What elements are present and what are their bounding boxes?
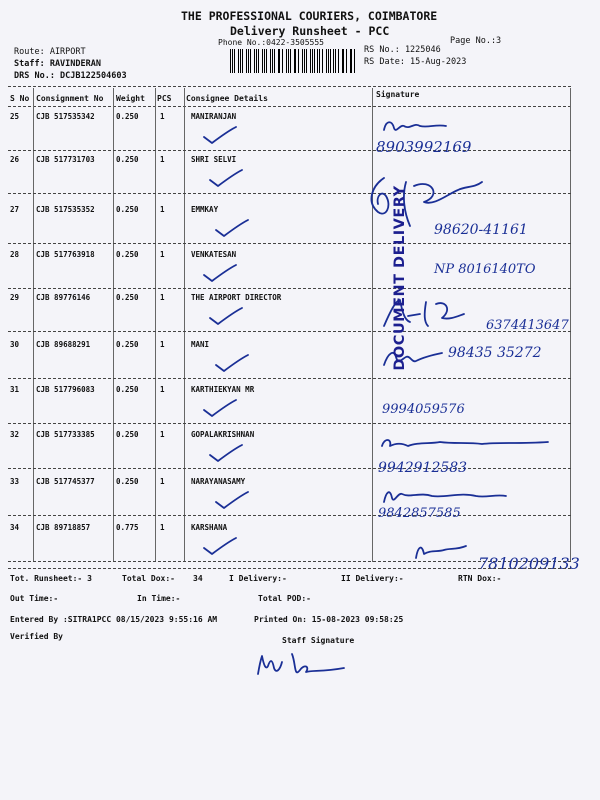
column-header-consignment: Consignment No	[36, 94, 104, 103]
barcode-bar	[282, 49, 283, 73]
row-consignment-no: CJB 517733385	[36, 430, 95, 439]
column-divider	[184, 88, 185, 562]
delivery-tick-mark	[200, 536, 240, 558]
row-consignee: KARTHIEKYAN MR	[191, 385, 255, 394]
handwritten-signature: 9942912583	[378, 460, 468, 476]
barcode-bar	[230, 49, 231, 73]
column-header-consignee: Consignee Details	[186, 94, 268, 103]
column-header-weight: Weight	[116, 94, 145, 103]
delivery-tick-mark	[212, 218, 252, 240]
barcode-bar	[319, 49, 320, 73]
row-pcs: 1	[160, 430, 165, 439]
document-delivery-stamp: DOCUMENT DELIVERY	[392, 185, 408, 371]
delivery-tick-mark	[200, 263, 240, 285]
row-sno: 27	[10, 205, 20, 214]
row-weight: 0.250	[116, 112, 139, 121]
row-pcs: 1	[160, 477, 165, 486]
delivery-tick-mark	[212, 353, 252, 375]
row-consignee: NARAYANASAMY	[191, 477, 246, 486]
company-title: THE PROFESSIONAL COURIERS, COIMBATORE	[181, 9, 438, 23]
delivery-tick-mark	[206, 306, 246, 328]
column-divider	[113, 88, 114, 562]
row-weight: 0.250	[116, 155, 139, 164]
row-sno: 25	[10, 112, 20, 121]
row-pcs: 1	[160, 112, 165, 121]
table-header-rule	[8, 106, 571, 107]
row-consignee: EMMKAY	[191, 205, 219, 214]
delivery-tick-mark	[206, 168, 246, 190]
row-separator	[8, 243, 571, 244]
row-pcs: 1	[160, 385, 165, 394]
barcode-bar	[343, 49, 344, 73]
row-consignee: KARSHANA	[191, 523, 228, 532]
column-divider	[33, 88, 34, 562]
barcode-bar	[310, 49, 311, 73]
row-sno: 31	[10, 385, 20, 394]
row-consignee: SHRI SELVI	[191, 155, 237, 164]
handwritten-signature: 6374413647	[486, 318, 569, 333]
barcode-bar	[254, 49, 255, 73]
barcode-bar	[333, 49, 334, 73]
tot-runsheet: Tot. Runsheet:- 3	[10, 574, 92, 583]
row-weight: 0.250	[116, 430, 139, 439]
row-consignment-no: CJB 517796083	[36, 385, 95, 394]
barcode-bar	[326, 49, 327, 73]
row-sno: 29	[10, 293, 20, 302]
row-sno: 34	[10, 523, 20, 532]
barcode	[230, 49, 358, 73]
row-separator	[8, 515, 571, 516]
column-divider	[155, 88, 156, 562]
row-separator	[8, 378, 571, 379]
route-label: Route: AIRPORT	[14, 47, 86, 57]
column-header-signature: Signature	[376, 90, 420, 99]
delivery-tick-mark	[212, 490, 252, 512]
rs-date: RS Date: 15-Aug-2023	[364, 57, 467, 67]
barcode-bar	[274, 49, 275, 73]
footer-rule	[8, 568, 571, 569]
row-pcs: 1	[160, 205, 165, 214]
barcode-bar	[302, 49, 303, 73]
page-number: Page No.:3	[450, 36, 502, 46]
staff-signature-label: Staff Signature	[282, 636, 355, 645]
barcode-bar	[338, 49, 339, 73]
in-time: In Time:-	[137, 594, 181, 603]
row-separator	[8, 288, 571, 289]
delivery-tick-mark	[200, 125, 240, 147]
row-consignee: GOPALAKRISHNAN	[191, 430, 255, 439]
staff-label: Staff: RAVINDERAN	[14, 59, 101, 69]
row-consignment-no: CJB 517763918	[36, 250, 95, 259]
barcode-bar	[238, 49, 239, 73]
barcode-bar	[317, 49, 318, 73]
row-weight: 0.250	[116, 250, 139, 259]
row-weight: 0.250	[116, 385, 139, 394]
handwritten-signature: 9994059576	[382, 402, 465, 417]
out-time: Out Time:-	[10, 594, 59, 603]
row-separator	[8, 150, 571, 151]
handwritten-signature: 7810209133	[478, 554, 580, 573]
signature-scribble	[412, 540, 472, 564]
barcode-bar	[250, 49, 251, 73]
drs-number: DRS No.: DCJB122504603	[14, 71, 127, 81]
row-consignee: MANIRANJAN	[191, 112, 237, 121]
delivery-tick-mark	[206, 443, 246, 465]
column-divider	[570, 88, 571, 562]
printed-on: Printed On: 15-08-2023 09:58:25	[254, 615, 404, 624]
signature-scribble	[380, 484, 510, 508]
row-consignment-no: CJB 517745377	[36, 477, 95, 486]
signature-scribble	[378, 432, 558, 454]
row-sno: 32	[10, 430, 20, 439]
runsheet-subtitle: Delivery Runsheet - PCC	[230, 24, 390, 38]
handwritten-signature: 98435 35272	[448, 345, 542, 361]
row-consignment-no: CJB 517731703	[36, 155, 95, 164]
row-pcs: 1	[160, 155, 165, 164]
handwritten-signature: 9842857585	[378, 506, 461, 521]
total-pod: Total POD:-	[258, 594, 311, 603]
barcode-bar	[295, 49, 296, 73]
table-top-rule	[8, 86, 571, 87]
row-pcs: 1	[160, 523, 165, 532]
barcode-bar	[262, 49, 263, 73]
staff-signature	[252, 648, 362, 688]
i-delivery: I Delivery:-	[229, 574, 287, 583]
entered-by: Entered By :SITRA1PCC 08/15/2023 9:55:16 AM	[10, 615, 218, 624]
row-pcs: 1	[160, 340, 165, 349]
row-separator	[8, 468, 571, 469]
barcode-bar	[279, 49, 280, 73]
signature-scribble	[380, 116, 460, 136]
ii-delivery: II Delivery:-	[341, 574, 404, 583]
column-header-sno: S No	[10, 94, 30, 103]
delivery-tick-mark	[200, 398, 240, 420]
barcode-bar	[354, 49, 355, 73]
row-consignment-no: CJB 89776146	[36, 293, 91, 302]
row-pcs: 1	[160, 293, 165, 302]
barcode-bar	[242, 49, 243, 73]
row-sno: 26	[10, 155, 20, 164]
verified-by: Verified By	[10, 632, 63, 641]
row-sno: 28	[10, 250, 20, 259]
row-weight: 0.250	[116, 340, 139, 349]
row-consignment-no: CJB 517535342	[36, 112, 95, 121]
total-dox-label: Total Dox:-	[122, 574, 175, 583]
handwritten-signature: NP 8016140TO	[434, 262, 536, 277]
phone-number: Phone No.:0422-3505555	[218, 38, 324, 47]
total-dox-value: 34	[193, 574, 203, 583]
row-weight: 0.775	[116, 523, 139, 532]
row-weight: 0.250	[116, 205, 139, 214]
row-consignee: VENKATESAN	[191, 250, 237, 259]
row-consignment-no: CJB 89688291	[36, 340, 91, 349]
signature-scribble	[362, 172, 512, 234]
rtn-dox: RTN Dox:-	[458, 574, 502, 583]
row-consignee: MANI	[191, 340, 210, 349]
row-weight: 0.250	[116, 477, 139, 486]
barcode-bar	[294, 49, 295, 73]
row-pcs: 1	[160, 250, 165, 259]
row-weight: 0.250	[116, 293, 139, 302]
column-divider	[372, 88, 373, 562]
rs-number: RS No.: 1225046	[364, 45, 441, 55]
row-consignee: THE AIRPORT DIRECTOR	[191, 293, 282, 302]
row-consignment-no: CJB 517535352	[36, 205, 95, 214]
signature-scribble	[380, 345, 450, 371]
row-sno: 33	[10, 477, 20, 486]
row-separator	[8, 423, 571, 424]
barcode-bar	[266, 49, 267, 73]
row-consignment-no: CJB 89718857	[36, 523, 91, 532]
handwritten-signature: 98620-41161	[434, 222, 528, 238]
barcode-bar	[351, 49, 352, 73]
handwritten-signature: 8903992169	[376, 138, 472, 156]
row-sno: 30	[10, 340, 20, 349]
column-header-pcs: PCS	[157, 94, 172, 103]
